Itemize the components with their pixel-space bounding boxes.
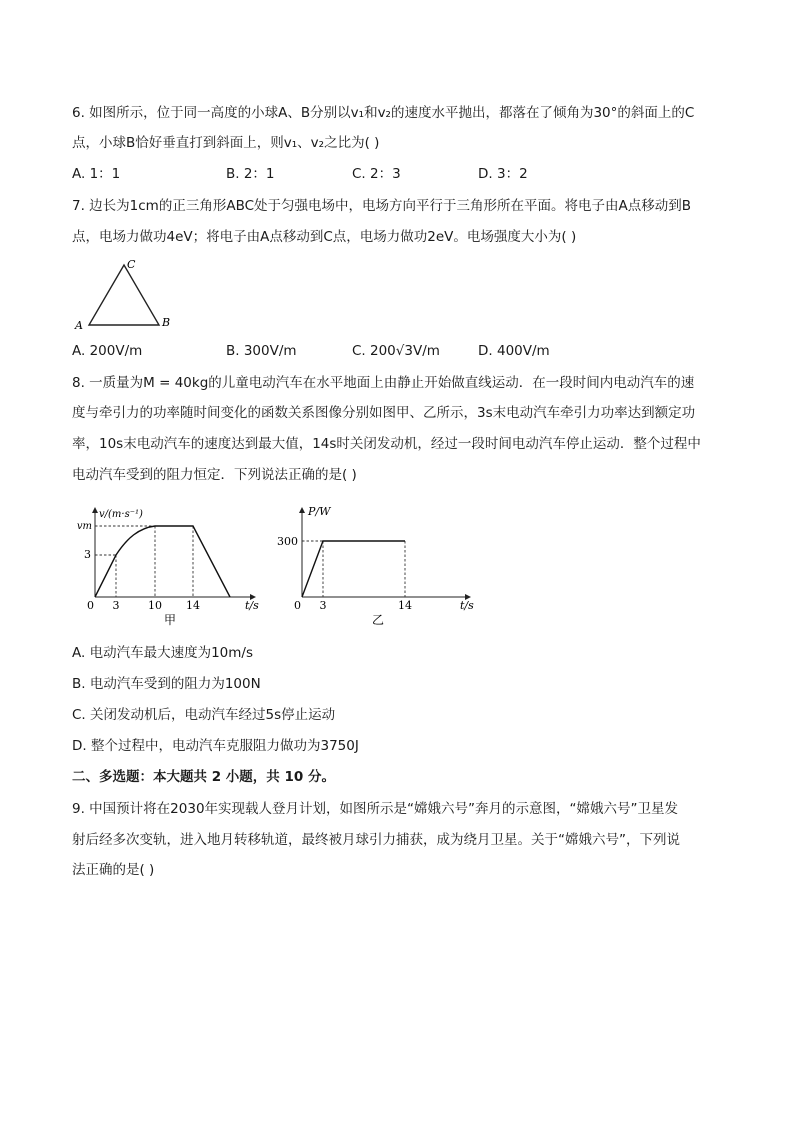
q7-option-c: C. 200√3V/m <box>352 343 440 359</box>
chart-jia-title: 甲 <box>163 613 177 627</box>
q9-line-3: 法正确的是( ) <box>72 862 155 878</box>
q6-option-c: C. 2：3 <box>352 166 401 182</box>
triangle-abc <box>89 265 159 325</box>
vertex-c-label: C <box>127 258 136 271</box>
q8-option-d: D. 整个过程中，电动汽车克服阻力做功为3750J <box>72 738 359 754</box>
q6-line-2: 点，小球B恰好垂直打到斜面上，则v₁、v₂之比为( ) <box>72 135 380 151</box>
x-tick-0: 0 <box>294 599 301 612</box>
y-tick-300: 300 <box>277 535 298 548</box>
q7-triangle-figure <box>72 255 182 335</box>
y-tick-3: 3 <box>84 548 91 561</box>
q7-line-1: 7. 边长为1cm的正三角形ABC处于匀强电场中，电场方向平行于三角形所在平面。将电子由A点移动到B <box>72 198 692 214</box>
section-heading-multiple-choice: 二、多选题：本大题共 2 小题，共 10 分。 <box>72 769 335 785</box>
q6-option-b: B. 2：1 <box>226 166 275 182</box>
q8-option-b: B. 电动汽车受到的阻力为100N <box>72 676 261 692</box>
q8-option-a: A. 电动汽车最大速度为10m/s <box>72 645 253 661</box>
x-tick-14: 14 <box>398 599 412 612</box>
p-t-curve <box>302 541 405 597</box>
x-tick-10: 10 <box>148 599 162 612</box>
q7-line-2: 点，电场力做功4eV；将电子由A点移动到C点，电场力做功2eV。电场强度大小为( ) <box>72 229 577 245</box>
q8-line-1: 8. 一质量为M = 40kg的儿童电动汽车在水平地面上由静止开始做直线运动．在一段时间内电动汽车的速 <box>72 375 695 391</box>
x-tick-14: 14 <box>186 599 200 612</box>
q8-line-2: 度与牵引力的功率随时间变化的函数关系图像分别如图甲、乙所示，3s末电动汽车牵引力功率达到额定功 <box>72 405 696 421</box>
y-tick-vm: vm <box>76 521 92 532</box>
x-tick-3: 3 <box>319 599 327 612</box>
q7-option-a: A. 200V/m <box>72 343 143 359</box>
q7-option-d: D. 400V/m <box>478 343 550 359</box>
q7-option-b: B. 300V/m <box>226 343 297 359</box>
chart-yi-p-t <box>277 500 485 635</box>
chart-yi-title: 乙 <box>371 613 385 627</box>
q8-line-4: 电动汽车受到的阻力恒定．下列说法正确的是( ) <box>72 467 357 483</box>
y-axis-label: v/(m·s⁻¹) <box>99 509 143 520</box>
y-axis-label: P/W <box>308 505 331 518</box>
q9-line-1: 9. 中国预计将在2030年实现载人登月计划，如图所示是“嫦娥六号”奔月的示意图，“嫦娥六号”卫星发 <box>72 801 679 817</box>
x-tick-0: 0 <box>87 599 94 612</box>
vertex-a-label: A <box>75 319 83 332</box>
chart-jia-v-t <box>75 500 265 635</box>
q8-line-3: 率，10s末电动汽车的速度达到最大值，14s时关闭发动机，经过一段时间电动汽车停止运动．整个过程中 <box>72 436 701 452</box>
q9-line-2: 射后经多次变轨，进入地月转移轨道，最终被月球引力捕获，成为绕月卫星。关于“嫦娥六号”，下列说 <box>72 832 680 848</box>
q6-option-a: A. 1：1 <box>72 166 121 182</box>
v-t-curve <box>95 526 230 597</box>
x-axis-label: t/s <box>245 599 259 612</box>
q8-option-c: C. 关闭发动机后，电动汽车经过5s停止运动 <box>72 707 336 723</box>
q6-option-d: D. 3：2 <box>478 166 528 182</box>
x-tick-3: 3 <box>112 599 120 612</box>
x-axis-label: t/s <box>460 599 474 612</box>
q6-line-1: 6. 如图所示，位于同一高度的小球A、B分别以v₁和v₂的速度水平抛出，都落在了倾角为30°的斜面上的C <box>72 105 695 121</box>
vertex-b-label: B <box>162 316 171 329</box>
